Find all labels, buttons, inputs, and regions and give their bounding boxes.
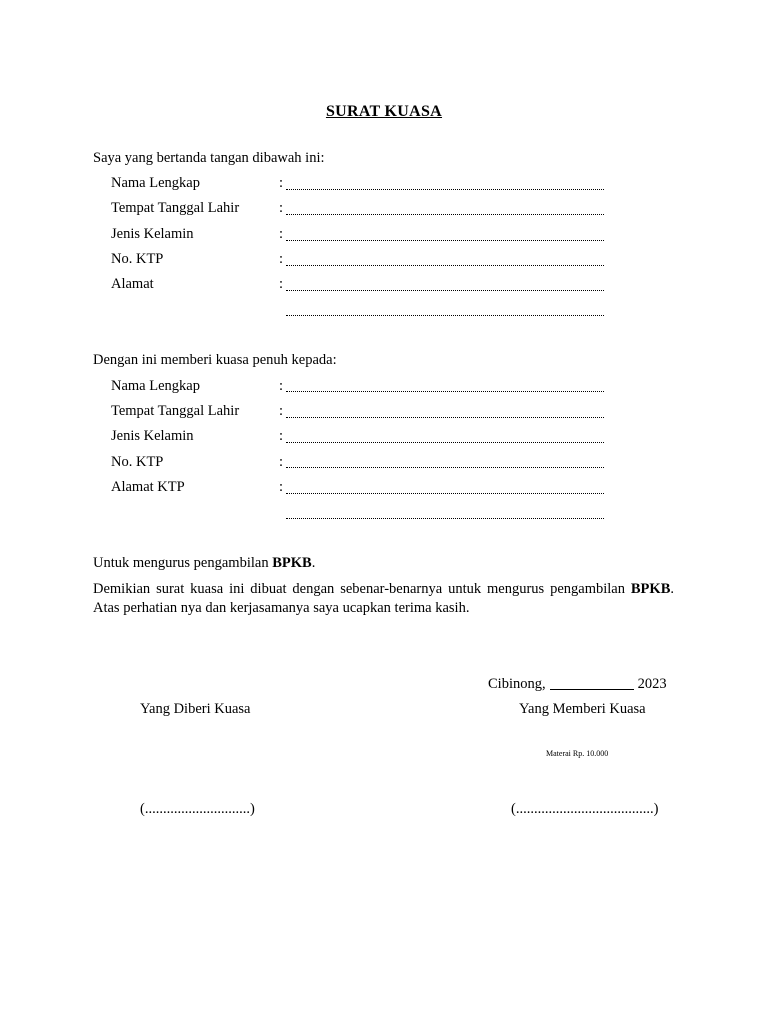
closing-part-1: Demikian surat kuasa ini dibuat dengan sebenar-benarnya untuk mengurus pengambilan bbox=[93, 581, 631, 597]
closing-part-2: . Atas perhatian nya dan kerjasamanya saya ucapkan terima kasih. bbox=[93, 581, 674, 616]
grantor-ktp-label: No. KTP bbox=[111, 251, 164, 267]
grantee-gender-blank bbox=[286, 442, 604, 443]
grantor-birth-label: Tempat Tanggal Lahir bbox=[111, 200, 240, 216]
place-date bbox=[488, 677, 667, 692]
grantor-address-blank-2 bbox=[286, 315, 604, 316]
purpose-sentence bbox=[93, 556, 315, 571]
grantee-signature-label: Yang Diberi Kuasa bbox=[140, 701, 251, 717]
grantor-address-label: Alamat bbox=[111, 276, 154, 292]
closing-bpkb: BPKB bbox=[630, 581, 671, 597]
date-year: 2023 bbox=[637, 676, 667, 692]
grantor-birth-colon: : bbox=[279, 200, 284, 216]
grantor-gender-colon: : bbox=[279, 226, 284, 242]
purpose-bpkb: BPKB bbox=[272, 555, 312, 571]
grantor-signature-blank: (......................................) bbox=[511, 801, 659, 817]
grantee-name-label: Nama Lengkap bbox=[111, 378, 200, 394]
grantee-address-blank bbox=[286, 493, 604, 494]
grantee-address-blank-2 bbox=[286, 518, 604, 519]
grantee-gender-label: Jenis Kelamin bbox=[111, 428, 194, 444]
date-blank bbox=[550, 689, 634, 690]
grantor-name-label: Nama Lengkap bbox=[111, 175, 200, 191]
grantee-ktp-blank bbox=[286, 467, 604, 468]
grantee-birth-colon: : bbox=[279, 403, 284, 419]
grantor-name-blank bbox=[286, 189, 604, 190]
grantee-gender-colon: : bbox=[279, 428, 284, 444]
grantor-gender-blank bbox=[286, 240, 604, 241]
closing-paragraph bbox=[93, 580, 674, 618]
grantor-gender-label: Jenis Kelamin bbox=[111, 226, 194, 242]
grantor-address-blank bbox=[286, 290, 604, 291]
grantee-ktp-colon: : bbox=[279, 454, 284, 470]
grantor-address-colon: : bbox=[279, 276, 284, 292]
grantor-birth-blank bbox=[286, 214, 604, 215]
grantee-name-colon: : bbox=[279, 378, 284, 394]
grantee-signature-blank: (.............................) bbox=[140, 801, 255, 817]
grantee-address-colon: : bbox=[279, 479, 284, 495]
purpose-prefix: Untuk mengurus pengambilan bbox=[93, 555, 273, 571]
grantee-birth-blank bbox=[286, 417, 604, 418]
document-title: SURAT KUASA bbox=[325, 103, 443, 120]
grantor-signature-label: Yang Memberi Kuasa bbox=[519, 701, 646, 717]
purpose-suffix: . bbox=[311, 555, 316, 571]
grantee-address-label: Alamat KTP bbox=[111, 479, 185, 495]
place-name: Cibinong, bbox=[488, 676, 546, 692]
grantee-ktp-label: No. KTP bbox=[111, 454, 164, 470]
grantee-birth-label: Tempat Tanggal Lahir bbox=[111, 403, 240, 419]
grantor-name-colon: : bbox=[279, 175, 284, 191]
grantor-ktp-colon: : bbox=[279, 251, 284, 267]
stamp-duty-note: Materai Rp. 10.000 bbox=[546, 749, 609, 758]
grantor-ktp-blank bbox=[286, 265, 604, 266]
grantee-intro: Dengan ini memberi kuasa penuh kepada: bbox=[93, 352, 337, 368]
grantor-intro: Saya yang bertanda tangan dibawah ini: bbox=[93, 150, 325, 166]
grantee-name-blank bbox=[286, 391, 604, 392]
